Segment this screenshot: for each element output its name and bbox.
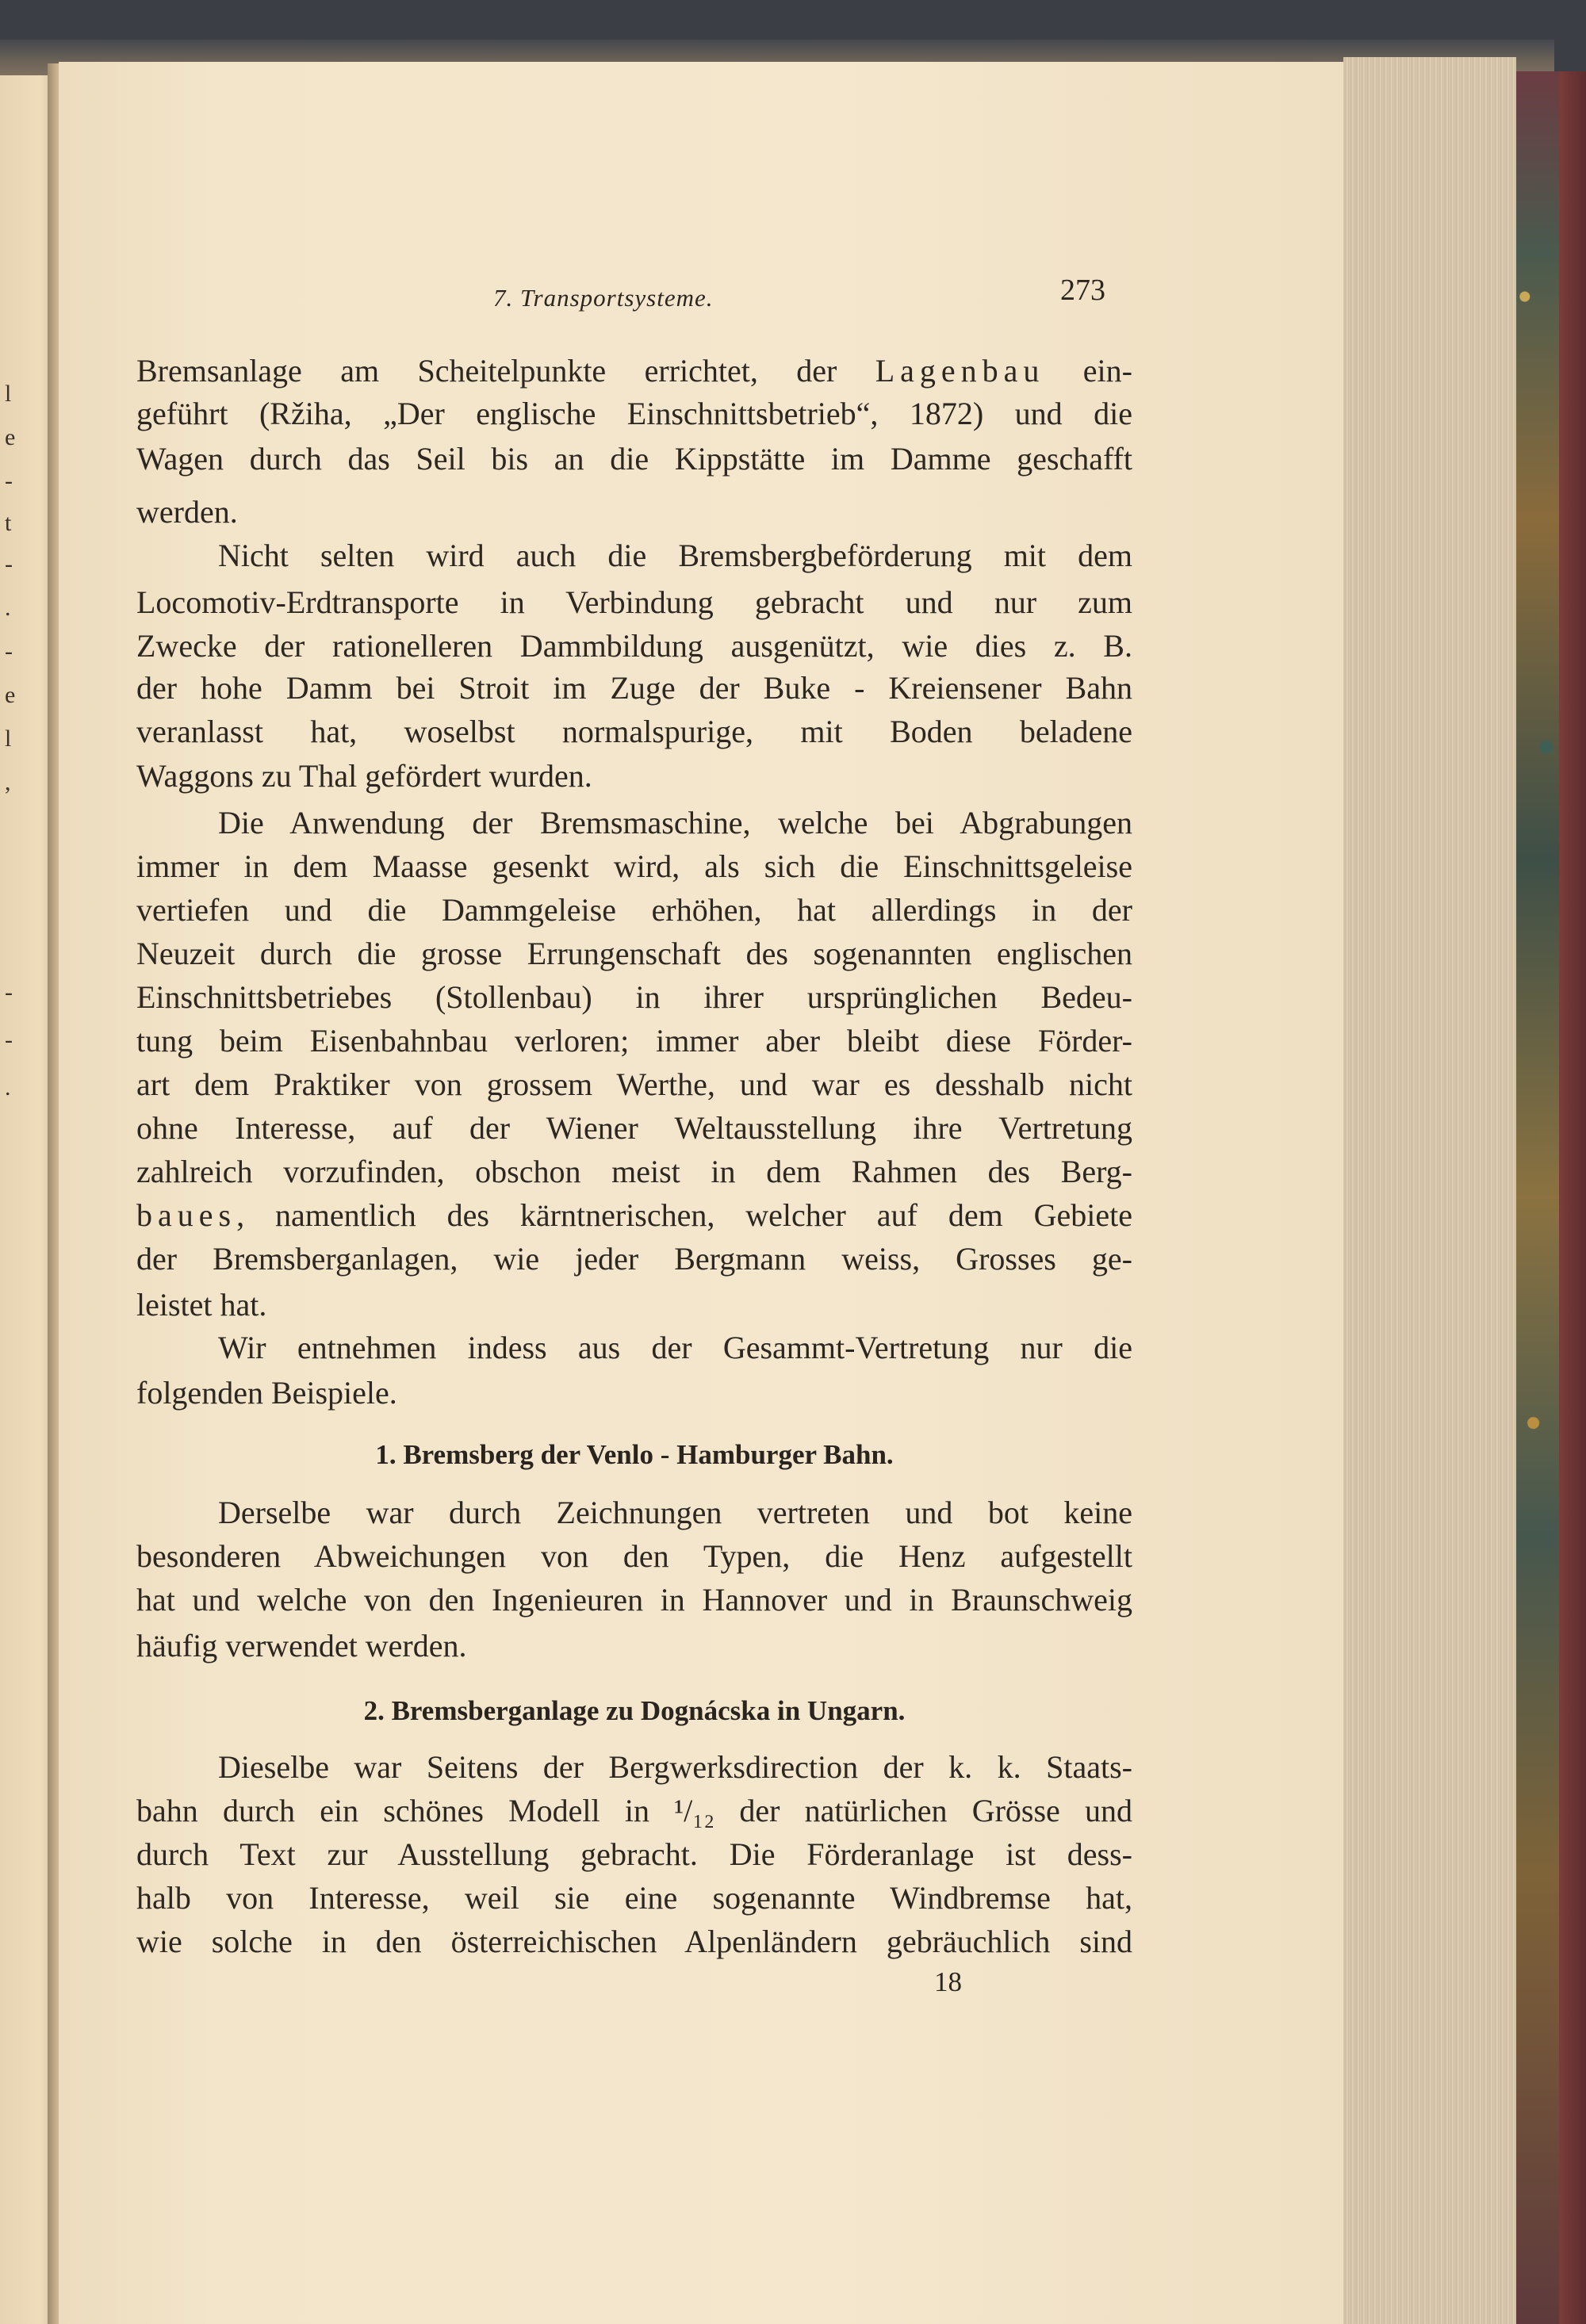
text-line: vertiefen und die Dammgeleise erhöhen, hat allerdings in der [136, 892, 1132, 928]
text-line: leistet hat. [136, 1287, 267, 1323]
text-line: wie solche in den österreichischen Alpenländern gebräuchlich sind [136, 1924, 1132, 1959]
text-line: Neuzeit durch die grosse Errungenschaft des sogenannten englischen [136, 936, 1132, 971]
text-line: durch Text zur Ausstellung gebracht. Die Förderanlage ist dess- [136, 1836, 1132, 1872]
text-line: geführt (Ržiha, „Der englische Einschnittsbetrieb“, 1872) und die [136, 396, 1132, 431]
text-line: immer in dem Maasse gesenkt wird, als sich die Einschnittsgeleise [136, 848, 1132, 884]
left-page-fragment: . [5, 1074, 11, 1101]
left-page-fragment: l [5, 726, 12, 752]
section-heading: 2. Bremsberganlage zu Dognácska in Ungarn. [363, 1695, 906, 1726]
left-page-fragment: - [5, 468, 13, 494]
running-title: 7. Transportsysteme. [493, 284, 714, 312]
text-line: Locomotiv-Erdtransporte in Verbindung gebracht und nur zum [136, 584, 1132, 620]
left-page-fragment: t [5, 510, 12, 536]
marbled-edge [1516, 71, 1559, 2324]
text-line: baues, namentlich des kärntnerischen, welcher auf dem Gebiete [136, 1197, 1132, 1233]
text-line: art dem Praktiker von grossem Werthe, und war es desshalb nicht [136, 1066, 1132, 1102]
spaced-emphasis: baues [136, 1197, 237, 1233]
text-line: besonderen Abweichungen von den Typen, die Henz aufgestellt [136, 1538, 1132, 1574]
text-line: ohne Interesse, auf der Wiener Weltausstellung ihre Vertretung [136, 1110, 1132, 1146]
text-line: veranlasst hat, woselbst normalspurige, mit Boden beladene [136, 714, 1132, 749]
left-page-fragment: . [5, 595, 11, 621]
page-block-edge [1343, 57, 1516, 2324]
text-line: tung beim Eisenbahnbau verloren; immer aber bleibt diese Förder- [136, 1023, 1132, 1059]
text-line: häufig verwendet werden. [136, 1628, 467, 1664]
text-line: Die Anwendung der Bremsmaschine, welche bei Abgrabungen [218, 805, 1132, 840]
text-line: der Bremsberganlagen, wie jeder Bergmann weiss, Grosses ge- [136, 1241, 1132, 1277]
left-page-fragment: e [5, 682, 16, 708]
text-line: zahlreich vorzufinden, obschon meist in dem Rahmen des Berg- [136, 1154, 1132, 1189]
left-page-fragment: e [5, 424, 16, 450]
spaced-emphasis: Lagenbau [875, 353, 1045, 389]
book-cover-right [1559, 71, 1586, 2324]
left-page-fragment: - [5, 638, 13, 664]
text-line: Zwecke der rationelleren Dammbildung ausgenützt, wie dies z. B. [136, 628, 1132, 664]
text-line: Einschnittsbetriebes (Stollenbau) in ihrer ursprünglichen Bedeu- [136, 979, 1132, 1015]
text-line: folgenden Beispiele. [136, 1375, 397, 1411]
text-line: halb von Interesse, weil sie eine sogenannte Windbremse hat, [136, 1880, 1132, 1916]
signature-mark: 18 [934, 1966, 962, 1997]
left-page-fragment: - [5, 1027, 13, 1053]
text-line: Nicht selten wird auch die Bremsbergbeförderung mit dem [218, 538, 1132, 573]
text-line: Derselbe war durch Zeichnungen vertreten und bot keine [218, 1495, 1132, 1530]
text-line: der hohe Damm bei Stroit im Zuge der Buke - Kreiensener Bahn [136, 670, 1132, 706]
page-number: 273 [1060, 274, 1105, 307]
text-line: Waggons zu Thal gefördert wurden. [136, 758, 592, 794]
text-line: bahn durch ein schönes Modell in ¹/₁₂ der natürlichen Grösse und [136, 1793, 1132, 1828]
text-line: Wir entnehmen indess aus der Gesammt-Vertretung nur die [218, 1330, 1132, 1365]
text-line: Dieselbe war Seitens der Bergwerksdirection der k. k. Staats- [218, 1749, 1132, 1785]
section-heading: 1. Bremsberg der Venlo - Hamburger Bahn. [375, 1439, 894, 1470]
text-line: Wagen durch das Seil bis an die Kippstätte im Damme geschafft [136, 441, 1132, 477]
left-page-fragment: , [5, 769, 11, 795]
left-page-fragment: - [5, 979, 13, 1005]
left-page-fragment: - [5, 551, 13, 577]
text-line: werden. [136, 494, 238, 530]
left-page-fragment: l [5, 381, 12, 407]
text-line: Bremsanlage am Scheitelpunkte errichtet, der Lagenbau ein- [136, 353, 1132, 389]
text-line: hat und welche von den Ingenieuren in Hannover und in Braunschweig [136, 1582, 1132, 1618]
